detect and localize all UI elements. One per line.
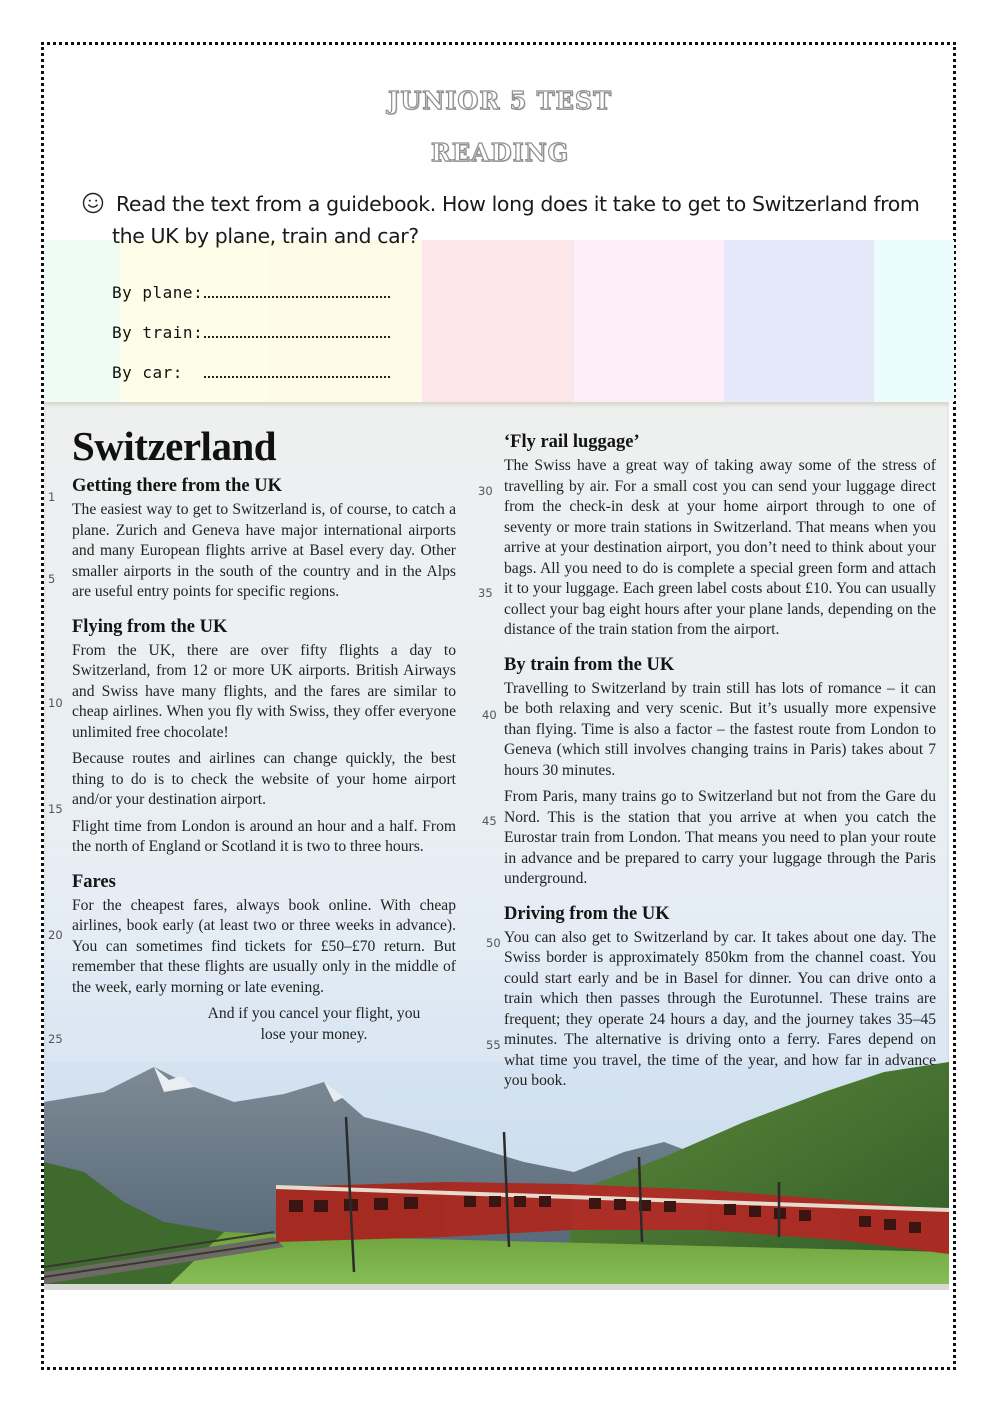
line-number: 15	[48, 802, 63, 816]
article-right-column	[504, 432, 936, 1106]
section-paragraph: Flight time from London is around an hour and a half. From the north of England or Scotland it is two to three hours.	[72, 817, 456, 855]
article-section	[72, 617, 456, 858]
question-line-1: Read the text from a guidebook. How long does it take to get to Switzerland from	[116, 192, 920, 216]
article-section	[504, 655, 936, 890]
section-paragraph: Travelling to Switzerland by train still has lots of romance – it can be both relaxing and very scenic. But it’s usually more expensive than flying. Time is also a factor – the fastest route from London to Geneva (which still involves changing trains in Paris) takes about 7 hours 30 minutes.	[504, 679, 936, 779]
article-section	[504, 432, 936, 641]
line-number: 30	[478, 484, 493, 498]
answer-blank-train[interactable]	[204, 335, 390, 338]
section-paragraph: You can also get to Switzerland by car. It takes about one day. The Swiss border is approximately 850km from the channel coast. You could start early and be in Basel for dinner. You can drive onto a train which then passes through the Eurotunnel. These trains are frequent; they operate 24 hours a day, and the journey takes 35–45 minutes. The alternative is driving onto a ferry. Fares depend on what time you travel, the time of the year, and how far in advance you book.	[504, 928, 936, 1089]
article-title: Switzerland	[72, 423, 277, 469]
answer-blank-car[interactable]	[204, 375, 390, 378]
answer-label-train: By train:	[112, 323, 204, 342]
line-number: 10	[48, 696, 63, 710]
line-number: 50	[486, 936, 501, 950]
answer-row-car	[112, 342, 390, 382]
answer-blank-plane[interactable]	[204, 295, 390, 298]
article-section	[72, 476, 456, 603]
answer-label-car: By car:	[112, 363, 183, 382]
stripe	[422, 240, 574, 402]
test-title: JUNIOR 5 TEST	[387, 86, 613, 115]
section-heading: Getting there from the UK	[72, 476, 282, 496]
section-heading: ‘Fly rail luggage’	[504, 432, 640, 452]
line-number: 45	[482, 814, 497, 828]
section-title: READING	[430, 138, 570, 167]
article-section	[72, 872, 456, 1046]
stripe	[574, 240, 724, 402]
stripe	[44, 240, 120, 402]
question-prompt	[82, 188, 952, 252]
stripe	[724, 240, 874, 402]
guidebook-scan	[44, 402, 949, 1290]
section-paragraph: From the UK, there are over fifty flights a day to Switzerland, from 12 or more UK airports. British Airways and Swiss have many flights, and the fares are similar to cheap airlines. When you fly with Swiss, they offer everyone unlimited free chocolate!	[72, 641, 456, 741]
section-heading: Fares	[72, 871, 116, 892]
section-heading: Flying from the UK	[72, 616, 228, 637]
line-number: 5	[48, 572, 56, 586]
section-heading: By train from the UK	[504, 654, 675, 675]
section-paragraph: Because routes and airlines can change quickly, the best thing to do is to check the website of your home airport and/or your destination airport.	[72, 750, 456, 808]
line-number: 20	[48, 928, 63, 942]
line-number: 35	[478, 586, 493, 600]
section-paragraph: And if you cancel your flight, you lose your money.	[207, 1005, 421, 1043]
line-number: 40	[482, 708, 497, 722]
answer-row-train	[112, 302, 390, 342]
line-number: 1	[48, 490, 56, 504]
line-number: 55	[486, 1038, 501, 1052]
answer-row-plane	[112, 262, 390, 302]
article-section	[504, 904, 936, 1092]
section-heading: Driving from the UK	[504, 903, 670, 924]
stripe	[874, 240, 954, 402]
section-paragraph: From Paris, many trains go to Switzerland but not from the Gare du Nord. This is the station that you arrive at when you catch the Eurostar train from London. That means you need to plan your route in advance and be prepared to carry your luggage through the Paris underground.	[504, 788, 936, 887]
article-left-column	[72, 422, 456, 1059]
question-line-2: the UK by plane, train and car?	[112, 224, 419, 248]
answer-label-plane: By plane:	[112, 283, 204, 302]
section-paragraph: The easiest way to get to Switzerland is, of course, to catch a plane. Zurich and Geneva have major international airports and many European flights arrive at Basel every day. Other smaller airports in the south of the country and in the Alps are useful entry points for specific regions.	[72, 501, 456, 600]
section-paragraph: The Swiss have a great way of taking away some of the stress of travelling by air. For a small cost you can send your luggage direct from the check-in desk at your home airport through to one of seventy or more train stations in Switzerland. That means when you arrive at your destination airport, you don’t need to think about your bags. All you need to do is complete a special green form and attach it to your luggage. Each green label costs about £10. You can usually collect your bag eight hours after your plane lands, depending on the distance of the train station from the airport.	[504, 457, 936, 638]
section-paragraph: For the cheapest fares, always book online. With cheap airlines, book early (at least two or three weeks in advance). You can sometimes find tickets for £50–£70 return. But remember that these flights are usually only in the middle of the week, early morning or late evening.	[72, 896, 456, 996]
answer-fields	[112, 262, 390, 382]
smiley-face-icon	[82, 192, 104, 214]
line-number: 25	[48, 1032, 63, 1046]
